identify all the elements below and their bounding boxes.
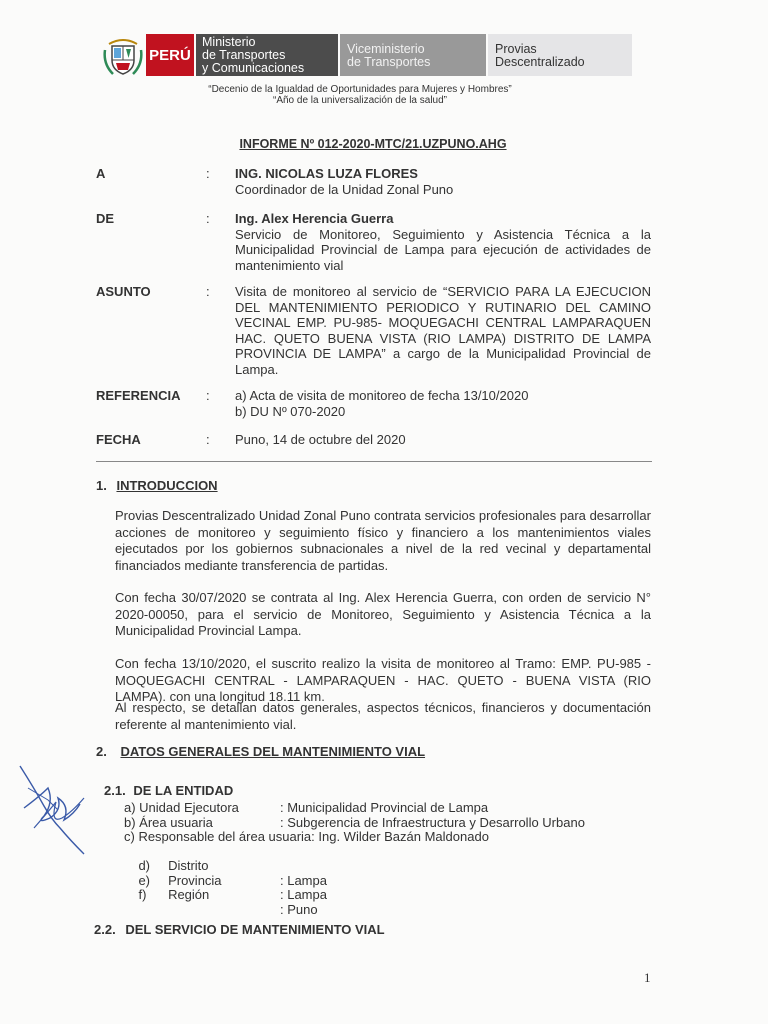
entity-list [124,800,644,917]
section2-title: DATOS GENERALES DEL MANTENIMIENTO VIAL [120,744,426,759]
entity-item-key: f) Región [138,887,210,902]
report-title: INFORME Nº 012-2020-MTC/21.UZPUNO.AHG [239,137,507,151]
field-de-value [235,211,651,273]
entity-item-key: c) Responsable del área usuaria: Ing. Wilder Bazán Maldonado [124,829,489,844]
section1-title: INTRODUCCION [116,478,218,493]
list-item [124,816,644,831]
prov-line2: Descentralizado [495,55,585,69]
field-ref-value [235,388,651,419]
peru-brand-box [146,34,194,76]
entity-item-value: : Lampa [280,887,327,902]
handwritten-signature [14,758,94,868]
decenio-line1: “Decenio de la Igualdad de Oportunidades para Mujeres y Hombres” [208,84,512,95]
recipient-name: ING. NICOLAS LUZA FLORES [235,166,418,181]
field-fecha-label: FECHA [96,432,141,447]
page-number: 1 [644,970,651,985]
field-a-value [235,166,651,197]
subsection-2-2-number: 2.2. [94,922,116,937]
field-fecha-colon: : [206,432,210,447]
section2-heading [96,744,425,759]
peru-label: PERÚ [149,46,191,64]
section1-heading [96,478,218,493]
provias-brand-box [488,34,632,76]
subsection-2-1-title: DE LA ENTIDAD [133,783,234,798]
prov-line1: Provias [495,42,537,56]
recipient-role: Coordinador de la Unidad Zonal Puno [235,181,454,197]
list-item [124,801,644,816]
entity-item-value: : Lampa [280,872,327,888]
intro-paragraph-3: Con fecha 13/10/2020, el suscrito realizo la visita de monitoreo al Tramo: EMP. PU-985 - MOQUEGACHI CENTRAL - LAMPARAQUEN - HAC. QUETO - BUENA VISTA (RIO LAMPA). con una longitud 18.11 km. [115,656,651,704]
entity-item-value: : Puno [280,901,318,917]
intro-paragraph-2: Con fecha 30/07/2020 se contrata al Ing. Alex Herencia Guerra, con orden de servicio N° 2020-00050, para el servicio de Monitoreo, Seguimiento y Asistencia Técnica a la Municipalidad Provincial Lampa. [115,590,651,638]
subsection-2-2-title: DEL SERVICIO DE MANTENIMIENTO VIAL [125,922,385,937]
field-de-colon: : [206,211,210,226]
entity-item-key: b) Área usuaria [124,814,213,830]
field-a-label: A [96,166,106,181]
sender-description: Servicio de Monitoreo, Seguimiento y Asistencia Técnica a la Municipalidad Provincial de Lampa para ejecución de actividades de mantenimiento vial [235,226,651,273]
ministry-line1: Ministerio [202,35,256,49]
ministry-line3: y Comunicaciones [202,61,305,75]
reference-b: b) DU Nº 070-2020 [235,403,346,419]
list-item [124,830,644,845]
section1-number: 1. [96,478,107,493]
field-asunto-label: ASUNTO [96,284,151,299]
field-asunto-colon: : [206,284,210,299]
subsection-2-1-heading [104,783,233,798]
decenio-line2: “Año de la universalización de la salud” [273,95,447,106]
subsection-2-2-heading [94,922,385,937]
header-divider [96,461,652,462]
decenio-slogan [0,84,720,106]
reference-a: a) Acta de visita de monitoreo de fecha 13/10/2020 [235,388,529,403]
entity-item-value: : Subgerencia de Infraestructura y Desarrollo Urbano [280,814,585,830]
entity-item-key: d) Distrito [138,858,209,873]
field-ref-colon: : [206,388,210,403]
vice-line2: de Transportes [347,55,431,69]
entity-item-key: e) Provincia [138,872,222,888]
field-de-label: DE [96,211,115,226]
subject-text: Visita de monitoreo al servicio de “SERVICIO PARA LA EJECUCION DEL MANTENIMIENTO PERIODICO Y RUTINARIO DEL CAMINO VECINAL EMP. PU-985- MOQUEGACHI CENTRAL LAMPARAQUEN HAC. QUETO BUENA VISTA (RIO LAMPA) DISTRITO DE LAMPA PROVINCIA DE LAMPA” a cargo de la Municipalidad Provincial de Lampa. [235,284,651,377]
ministry-line2: de Transportes [202,48,286,62]
ministry-brand-box [196,34,338,76]
subsection-2-1-number: 2.1. [104,783,126,798]
field-ref-label: REFERENCIA [96,388,181,403]
field-a-colon: : [206,166,210,181]
entity-item-key: a) Unidad Ejecutora [124,800,239,815]
date-value: Puno, 14 de octubre del 2020 [235,432,406,447]
intro-paragraph-1: Provias Descentralizado Unidad Zonal Puno contrata servicios profesionales para desarrollar acciones de monitoreo y seguimiento físico y financiero a los mantenimientos viales ejecutados por los gobiernos subnacionales a nivel de la red vecinal y departamental financiados mediante transferencia de partidas. [115,508,651,573]
intro-paragraph-4: Al respecto, se detallan datos generales, aspectos técnicos, financieros y documentación referente al mantenimiento vial. [115,700,651,732]
entity-item-value: : Municipalidad Provincial de Lampa [280,800,489,815]
viceministry-brand-box [340,34,486,76]
sender-name: Ing. Alex Herencia Guerra [235,211,394,226]
section2-number: 2. [96,744,107,759]
vice-line1: Viceministerio [347,42,425,56]
peru-coat-of-arms-logo [103,36,143,78]
